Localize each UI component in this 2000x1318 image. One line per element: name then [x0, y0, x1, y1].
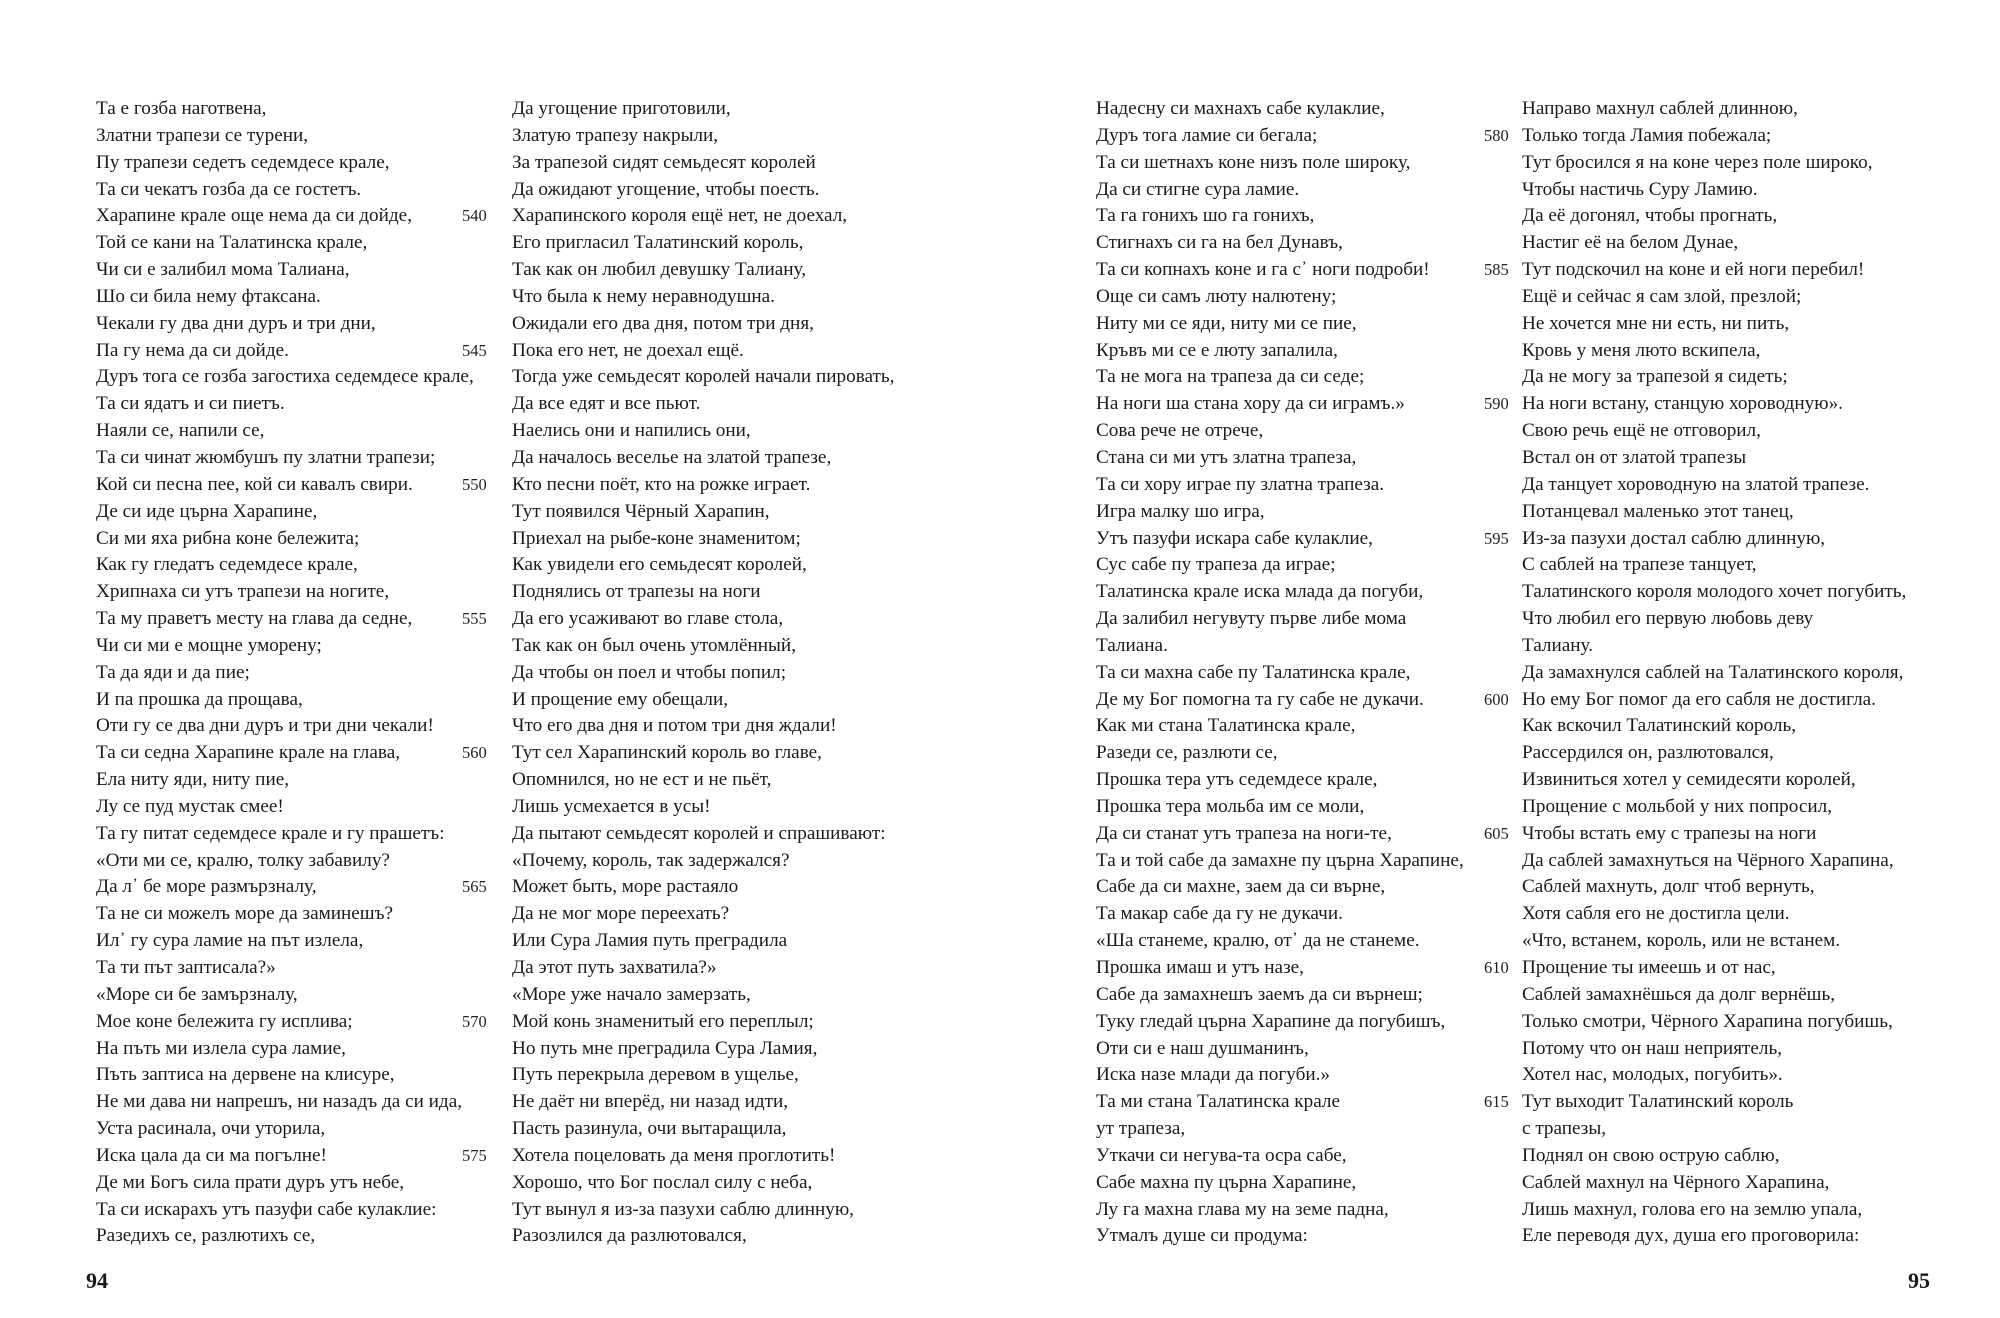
verse-text: Талиана.: [1096, 634, 1168, 656]
verse-text: Да си станат утъ трапеза на ноги-те,: [1096, 822, 1392, 844]
verse-text: И па прошка да прощава,: [96, 688, 303, 710]
translation-line: Настиг её на белом Дунае,: [1522, 232, 1739, 254]
translation-line: Да ожидают угощение, чтобы поесть.: [512, 178, 820, 200]
verse-text: Оти гу се два дни дуръ и три дни чекали!: [96, 715, 434, 737]
verse-line: [96, 848, 506, 875]
verse-text: Още си самъ люту налютену;: [1096, 285, 1337, 307]
verse-text: Та макар сабе да гу не дукачи.: [1096, 903, 1343, 925]
verse-text: Да залибил негувуту първе либе мома: [1096, 608, 1407, 630]
verse-line: [96, 579, 506, 606]
verse-text: Уста расинала, очи уторила,: [96, 1118, 326, 1140]
line-number: 595: [1484, 528, 1509, 548]
translation-line: Златую трапезу накрыли,: [512, 124, 719, 146]
verse-line: [96, 284, 506, 311]
verse-line: [96, 1089, 506, 1116]
translation-line: Талатинского короля молодого хочет погубить,: [1522, 581, 1907, 603]
verse-line: [96, 177, 506, 204]
verse-text: Да си стигне сура ламие.: [1096, 178, 1300, 200]
verse-text: Та си седна Харапине крале на глава,: [96, 742, 401, 764]
translation-line: Рассердился он, разлютовался,: [1522, 742, 1774, 764]
verse-text: Чекали гу два дни дуръ и три дни,: [96, 312, 376, 334]
translation-line: Тут сел Харапинский король во главе,: [512, 742, 822, 764]
verse-text: Та е гозба наготвена,: [96, 98, 267, 119]
translation-line: Тут вынул я из-за пазухи саблю длинную,: [512, 1198, 854, 1220]
verse-line: [96, 1009, 506, 1036]
line-number: 580: [1484, 125, 1509, 145]
verse-line: [1096, 150, 1506, 177]
translation-line: Извиниться хотел у семидесяти королей,: [1522, 769, 1856, 791]
verse-text: Та си хору играе пу златна трапеза.: [1096, 473, 1385, 495]
verse-text: Сабе да си махне, заем да си върне,: [1096, 876, 1386, 898]
right-page: [1000, 0, 2000, 1318]
verse-line: [1096, 284, 1506, 311]
verse-text: Утъ пазуфи искара сабе кулаклие,: [1096, 527, 1373, 549]
verse-line: [1096, 526, 1509, 553]
translation-line: Харапинского короля ещё нет, не доехал,: [512, 205, 848, 227]
translation-line: Разозлился да разлютовался,: [512, 1225, 747, 1247]
verse-line: [96, 1036, 506, 1063]
verse-text: Де си иде църна Харапине,: [96, 500, 318, 522]
translation-line: Еле переводя дух, душа его проговорила:: [1522, 1225, 1860, 1247]
verse-text: Та си искарахъ утъ пазуфи сабе кулаклие:: [96, 1198, 437, 1220]
verse-line: [96, 660, 506, 687]
verse-text: Дуръ тога ламие си бегала;: [1096, 124, 1318, 146]
verse-line: [96, 955, 506, 982]
verse-text: Наяли се, напили се,: [96, 420, 265, 442]
verse-line: [96, 821, 506, 848]
translation-line: «Что, встанем, король, или не встанем.: [1522, 930, 1841, 952]
verse-text: Прошка тера утъ седемдесе крале,: [1096, 769, 1378, 791]
verse-line: [96, 687, 506, 714]
translation-line: Так как он любил девушку Талиану,: [512, 259, 807, 281]
verse-line: [1096, 579, 1506, 606]
verse-line: [1096, 1089, 1509, 1116]
verse-text: Уткачи си негува-та осра сабе,: [1096, 1144, 1347, 1166]
verse-text: Туку гледай църна Харапине да погубишъ,: [1096, 1010, 1446, 1032]
verse-text: Как гу гледатъ седемдесе крале,: [96, 554, 358, 576]
verse-line: [96, 606, 506, 633]
translation-line: Хотя сабля его не достигла цели.: [1522, 903, 1790, 925]
verse-text: Талатинска крале иска млада да погуби,: [1096, 581, 1424, 603]
line-number: 555: [462, 609, 487, 629]
verse-line: [1096, 1197, 1506, 1224]
verse-line: [96, 1062, 506, 1089]
verse-text: Де ми Богъ сила прати дуръ утъ небе,: [96, 1171, 405, 1193]
translation-line: Путь перекрыла деревом в ущелье,: [512, 1064, 799, 1086]
verse-line: [1096, 96, 1506, 123]
translation-line: Приехал на рыбе-коне знаменитом;: [512, 527, 801, 549]
verse-line: [96, 230, 506, 257]
verse-line: [1096, 257, 1509, 284]
translation-line: Как вскочил Талатинский король,: [1522, 715, 1796, 737]
verse-line: [96, 1116, 506, 1143]
left-original-column: [96, 96, 506, 1250]
verse-line: [96, 150, 506, 177]
translation-line: Да этот путь захватила?»: [512, 957, 717, 978]
verse-line: [1096, 177, 1506, 204]
verse-line: [96, 740, 506, 767]
verse-line: [1096, 660, 1506, 687]
verse-text: На ноги ша стана хору да си играмъ.»: [1096, 393, 1405, 415]
translation-line: Поднялись от трапезы на ноги: [512, 581, 761, 603]
verse-text: Мое коне бележита гу исплива;: [96, 1010, 353, 1032]
verse-line: [1096, 311, 1506, 338]
verse-text: Разедихъ се, разлютихъ се,: [96, 1225, 316, 1247]
translation-line: Да его усаживают во главе стола,: [512, 608, 784, 630]
translation-line: Да не могу за трапезой я сидеть;: [1522, 366, 1788, 388]
verse-text: Стана си ми утъ златна трапеза,: [1096, 446, 1357, 468]
verse-text: Разеди се, разлюти се,: [1096, 742, 1278, 764]
verse-line: [1096, 499, 1506, 526]
translation-line: Чтобы встать ему с трапезы на ноги: [1522, 822, 1817, 844]
translation-line: Что была к нему неравнодушна.: [512, 285, 775, 307]
verse-line: [96, 874, 506, 901]
verse-line: [96, 1143, 506, 1170]
verse-line: [96, 794, 506, 821]
verse-text: Чи си ми е мощне уморену;: [96, 634, 322, 656]
verse-line: [1096, 928, 1506, 955]
verse-text: Утмалъ душе си продума:: [1096, 1225, 1308, 1247]
verse-text: Та не си можелъ море да заминешъ?: [96, 903, 394, 925]
verse-text: Кой си песна пее, кой си кавалъ свири.: [96, 473, 413, 495]
verse-line: [1096, 1036, 1506, 1063]
translation-line: Тут появился Чёрный Харапин,: [512, 500, 770, 522]
translation-line: Наелись они и напились они,: [512, 420, 751, 442]
line-number: 540: [462, 206, 487, 226]
verse-text: Та ти път заптисала?»: [96, 957, 276, 978]
verse-line: [1096, 1223, 1506, 1250]
verse-line: [1096, 364, 1506, 391]
verse-text: Та да яди и да пие;: [96, 661, 250, 683]
verse-text: Оти си е наш душманинъ,: [1096, 1037, 1309, 1059]
verse-line: [96, 364, 506, 391]
verse-text: Сова рече не отрече,: [1096, 420, 1264, 442]
verse-line: [96, 982, 506, 1009]
translation-line: Кто песни поёт, кто на рожке играет.: [512, 473, 811, 495]
verse-line: [1096, 445, 1506, 472]
translation-line: Мой конь знаменитый его переплыл;: [512, 1010, 814, 1032]
verse-line: [1096, 230, 1506, 257]
verse-text: Стигнахъ си га на бел Дунавъ,: [1096, 232, 1343, 254]
verse-line: [1096, 633, 1506, 660]
translation-line: Но ему Бог помог да его сабля не достигла.: [1522, 688, 1876, 710]
line-number: 560: [462, 743, 487, 763]
verse-line: [1096, 982, 1506, 1009]
verse-line: [96, 713, 506, 740]
verse-text: Иска назе млади да погуби.»: [1096, 1064, 1331, 1086]
verse-line: [1096, 874, 1506, 901]
translation-line: Направо махнул саблей длинною,: [1522, 98, 1798, 119]
translation-line: Хотела поцеловать да меня проглотить!: [512, 1144, 836, 1166]
left-translation-column: [512, 96, 942, 1250]
translation-line: Свою речь ещё не отговорил,: [1522, 420, 1761, 442]
verse-text: ут трапеза,: [1096, 1118, 1186, 1140]
verse-line: [1096, 955, 1509, 982]
translation-line: Пасть разинула, очи вытаращила,: [512, 1118, 787, 1140]
page-number-right: 95: [1908, 1268, 1930, 1293]
verse-line: [96, 499, 506, 526]
translation-line: С саблей на трапезе танцует,: [1522, 554, 1757, 576]
translation-line: «Море уже начало замерзать,: [512, 983, 751, 1005]
verse-line: [96, 633, 506, 660]
verse-text: Та си чекатъ гозба да се гостетъ.: [96, 178, 362, 200]
verse-text: Пъть заптиса на дервене на клисуре,: [96, 1064, 395, 1086]
verse-text: Той се кани на Талатинска крале,: [96, 232, 368, 254]
verse-line: [1096, 767, 1506, 794]
translation-line: Не хочется мне ни есть, ни пить,: [1522, 312, 1790, 334]
verse-line: [96, 418, 506, 445]
translation-line: И прощение ему обещали,: [512, 688, 729, 710]
translation-line: Да саблей замахнуться на Чёрного Харапина,: [1522, 849, 1894, 871]
translation-line: Только тогда Ламия побежала;: [1522, 124, 1772, 146]
verse-line: [96, 96, 506, 123]
verse-line: [96, 1197, 506, 1224]
verse-text: Сабе махна пу църна Харапине,: [1096, 1171, 1357, 1193]
verse-line: [1096, 1143, 1506, 1170]
line-number: 590: [1484, 394, 1509, 414]
verse-text: Та си чинат жюмбушъ пу златни трапези;: [96, 446, 436, 468]
verse-text: «Ша станеме, кралю, от᾿ да не станеме.: [1096, 930, 1420, 952]
verse-line: [96, 203, 506, 230]
translation-line: Прощение ты имеешь и от нас,: [1522, 957, 1776, 978]
translation-line: Талиану.: [1522, 634, 1594, 656]
verse-line: [1096, 740, 1506, 767]
verse-text: Ниту ми се яди, ниту ми се пие,: [1096, 312, 1357, 334]
verse-line: [96, 928, 506, 955]
verse-text: Надесну си махнахъ сабе кулаклие,: [1096, 98, 1385, 119]
verse-text: Пу трапези седетъ седемдесе крале,: [96, 151, 390, 173]
line-number: 600: [1484, 689, 1509, 709]
translation-line: Да пытают семьдесят королей и спрашивают:: [512, 822, 886, 844]
verse-text: Златни трапези се турени,: [96, 124, 309, 146]
verse-line: [1096, 203, 1506, 230]
translation-line: Тут бросился я на коне через поле широко,: [1522, 151, 1873, 173]
verse-text: Та му праветъ месту на глава да седне,: [96, 608, 413, 630]
verse-line: [96, 445, 506, 472]
translation-line: Тут подскочил на коне и ей ноги перебил!: [1522, 259, 1865, 281]
translation-line: Из-за пазухи достал саблю длинную,: [1522, 527, 1826, 549]
translation-line: «Почему, король, так задержался?: [512, 849, 790, 871]
verse-line: [1096, 418, 1506, 445]
line-number: 615: [1484, 1092, 1509, 1112]
translation-line: Да все едят и все пьют.: [512, 393, 701, 415]
translation-line: Да танцует хороводную на златой трапезе.: [1522, 473, 1870, 495]
translation-line: Да её догонял, чтобы прогнать,: [1522, 205, 1778, 227]
translation-line: Не даёт ни вперёд, ни назад идти,: [512, 1091, 789, 1113]
translation-line: Как увидели его семьдесят королей,: [512, 554, 807, 576]
verse-text: Сус сабе пу трапеза да играе;: [1096, 554, 1336, 576]
verse-text: Да л᾿ бе море размързналу,: [96, 876, 317, 898]
translation-line: Да угощение приготовили,: [512, 98, 731, 119]
verse-text: Игра малку шо игра,: [1096, 500, 1265, 522]
translation-line: Прощение с мольбой у них попросил,: [1522, 795, 1832, 817]
verse-line: [96, 257, 506, 284]
verse-line: [96, 552, 506, 579]
verse-text: На пъть ми излела сура ламие,: [96, 1037, 346, 1059]
translation-line: Может быть, море растаяло: [512, 876, 739, 898]
verse-line: [96, 767, 506, 794]
verse-text: Лу се пуд мустак смее!: [96, 795, 284, 817]
verse-text: Та гу питат седемдесе крале и гу прашетъ:: [96, 822, 445, 844]
translation-line: Поднял он свою острую саблю,: [1522, 1144, 1780, 1166]
translation-line: Ожидали его два дня, потом три дня,: [512, 312, 814, 334]
right-original-column: [1096, 96, 1509, 1250]
verse-line: [96, 1170, 506, 1197]
verse-line: [1096, 1062, 1506, 1089]
verse-line: [1096, 848, 1506, 875]
translation-line: Встал он от златой трапезы: [1522, 446, 1747, 468]
verse-text: Дуръ тога се гозба загостиха седемдесе крале,: [96, 366, 474, 388]
verse-text: Та га гонихъ шо га гонихъ,: [1096, 205, 1315, 227]
translation-line: Кровь у меня люто вскипела,: [1522, 339, 1761, 361]
translation-line: Что любил его первую любовь деву: [1522, 608, 1814, 630]
line-number: 565: [462, 877, 487, 897]
translation-line: Да не мог море переехать?: [512, 903, 730, 925]
right-translation-column: [1522, 96, 1952, 1250]
translation-line: Так как он был очень утомлённый,: [512, 634, 796, 656]
translation-line: Или Сура Ламия путь преградила: [512, 930, 788, 952]
translation-line: Да чтобы он поел и чтобы попил;: [512, 661, 787, 683]
translation-line: с трапезы,: [1522, 1118, 1607, 1140]
translation-line: Но путь мне преградила Сура Ламия,: [512, 1037, 818, 1059]
translation-line: Да началось веселье на златой трапезе,: [512, 446, 832, 468]
verse-text: Ела ниту яди, ниту пие,: [96, 769, 290, 791]
translation-line: Тут выходит Талатинский король: [1522, 1091, 1794, 1113]
verse-text: Па гу нема да си дойде.: [96, 339, 289, 361]
verse-line: [1096, 713, 1506, 740]
verse-line: [1096, 472, 1506, 499]
translation-line: Саблей махнуть, долг чтоб вернуть,: [1522, 876, 1815, 898]
translation-line: Его пригласил Талатинский король,: [512, 232, 804, 254]
translation-line: Хорошо, что Бог послал силу с неба,: [512, 1171, 813, 1193]
translation-line: Лишь махнул, голова его на землю упала,: [1522, 1198, 1863, 1220]
translation-line: Что его два дня и потом три дня ждали!: [512, 715, 837, 737]
verse-text: Не ми дава ни напрешъ, ни назадъ да си ида,: [96, 1091, 463, 1113]
translation-line: Только смотри, Чёрного Харапина погубишь,: [1522, 1010, 1893, 1032]
verse-text: Та си махна сабе пу Талатинска крале,: [1096, 661, 1411, 683]
verse-line: [96, 526, 506, 553]
verse-text: Как ми стана Талатинска крале,: [1096, 715, 1356, 737]
translation-line: Да замахнулся саблей на Талатинского короля,: [1522, 661, 1904, 683]
translation-line: Лишь усмехается в усы!: [512, 795, 711, 817]
verse-line: [96, 311, 506, 338]
verse-text: Си ми яха рибна коне бележита;: [96, 527, 360, 549]
verse-line: [96, 391, 506, 418]
verse-text: Иска цала да си ма погълне!: [96, 1144, 327, 1166]
translation-line: На ноги встану, станцую хороводную».: [1522, 393, 1843, 415]
verse-line: [96, 901, 506, 928]
verse-text: Та ми стана Талатинска крале: [1096, 1091, 1340, 1113]
verse-text: Та и той сабе да замахне пу църна Харапине,: [1096, 849, 1464, 871]
line-number: 585: [1484, 260, 1509, 280]
translation-line: Потому что он наш неприятель,: [1522, 1037, 1783, 1059]
translation-line: Хотел нас, молодых, погубить».: [1522, 1064, 1783, 1086]
verse-text: Харапине крале още нема да си дойде,: [96, 205, 412, 227]
translation-line: За трапезой сидят семьдесят королей: [512, 151, 816, 173]
line-number: 550: [462, 474, 487, 494]
verse-line: [96, 123, 506, 150]
verse-text: Хрипнаха си утъ трапези на ногите,: [96, 581, 390, 603]
line-number: 605: [1484, 823, 1509, 843]
verse-line: [1096, 606, 1506, 633]
verse-line: [1096, 687, 1509, 714]
translation-line: Опомнился, но не ест и не пьёт,: [512, 769, 772, 791]
verse-text: Прошка тера мольба им се моли,: [1096, 795, 1365, 817]
line-number: 610: [1484, 958, 1509, 977]
translation-line: Чтобы настичь Суру Ламию.: [1522, 178, 1758, 200]
translation-line: Ещё и сейчас я сам злой, презлой;: [1522, 285, 1802, 307]
verse-text: «Море си бе замързналу,: [96, 983, 298, 1005]
verse-line: [96, 1223, 506, 1250]
verse-text: Та си шетнахъ коне низъ поле широку,: [1096, 151, 1411, 173]
verse-text: Прошка имаш и утъ назе,: [1096, 957, 1304, 978]
translation-line: Саблей махнул на Чёрного Харапина,: [1522, 1171, 1830, 1193]
verse-text: «Оти ми се, кралю, толку забавилу?: [96, 849, 390, 871]
line-number: 570: [462, 1011, 487, 1031]
verse-text: Та си ядатъ и си пиетъ.: [96, 393, 285, 415]
verse-text: Де му Бог помогна та гу сабе не дукачи.: [1096, 688, 1424, 710]
verse-line: [1096, 1116, 1506, 1143]
verse-line: [1096, 1170, 1506, 1197]
verse-text: Чи си е залибил мома Талиана,: [96, 259, 350, 281]
translation-line: Тогда уже семьдесят королей начали пировать,: [512, 366, 895, 388]
verse-line: [1096, 1009, 1506, 1036]
verse-text: Та си копнахъ коне и га с᾿ ноги подроби!: [1096, 259, 1430, 281]
verse-text: Ил᾿ гу сура ламие на път излела,: [96, 930, 364, 952]
line-number: 545: [462, 340, 487, 360]
verse-text: Кръвъ ми се е люту запалила,: [1096, 339, 1338, 361]
verse-line: [1096, 794, 1506, 821]
verse-line: [1096, 552, 1506, 579]
page-number-left: 94: [86, 1268, 108, 1293]
verse-line: [1096, 901, 1506, 928]
verse-line: [96, 472, 506, 499]
verse-line: [1096, 123, 1509, 150]
verse-line: [1096, 821, 1509, 848]
verse-text: Лу га махна глава му на земе падна,: [1096, 1198, 1389, 1220]
verse-line: [96, 338, 506, 365]
verse-text: Шо си била нему фтаксана.: [96, 285, 321, 307]
translation-line: Саблей замахнёшься да долг вернёшь,: [1522, 983, 1836, 1005]
verse-text: Та не мога на трапеза да си седе;: [1096, 366, 1365, 388]
verse-text: Сабе да замахнешъ заемъ да си върнеш;: [1096, 983, 1423, 1005]
verse-line: [1096, 391, 1509, 418]
verse-line: [1096, 338, 1506, 365]
translation-line: Потанцевал маленько этот танец,: [1522, 500, 1794, 522]
translation-line: Пока его нет, не доехал ещё.: [512, 339, 744, 361]
line-number: 575: [462, 1145, 487, 1165]
